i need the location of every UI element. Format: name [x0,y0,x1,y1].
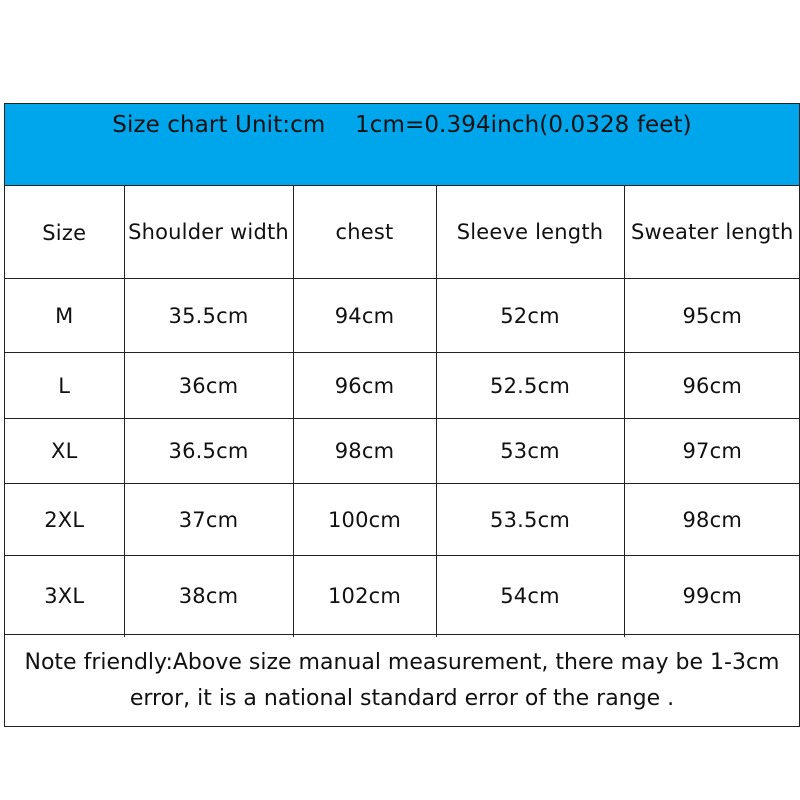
chest-cell: 96cm [293,353,436,419]
size-chart [4,103,800,727]
measurement-note-line-2: error, it is a national standard error of the range . [129,686,675,711]
measurement-note-line-1: Note friendly:Above size manual measurement, there may be 1-3cm [24,650,780,675]
sleeve-length-cell: 52cm [436,279,624,353]
sleeve-length-cell: 53.5cm [436,484,624,556]
shoulder-width-cell: 36cm [124,353,293,419]
shoulder-width-cell: 37cm [124,484,293,556]
table-header-row [5,186,800,279]
sleeve-length-cell: 53cm [436,419,624,484]
sweater-length-cell: 99cm [624,556,800,637]
sweater-length-cell: 97cm [624,419,800,484]
sweater-length-cell: 98cm [624,484,800,556]
size-cell: XL [5,419,124,484]
chest-cell: 94cm [293,279,436,353]
shoulder-width-cell: 35.5cm [124,279,293,353]
sweater-length-cell: 95cm [624,279,800,353]
size-chart-title: Size chart Unit:cm 1cm=0.394inch(0.0328 feet) [5,104,799,186]
table-row [5,484,800,556]
table-row [5,279,800,353]
sweater-length-cell: 96cm [624,353,800,419]
chest-cell: 100cm [293,484,436,556]
measurement-note [5,634,799,726]
size-cell: L [5,353,124,419]
table-row [5,419,800,484]
shoulder-width-cell: 36.5cm [124,419,293,484]
column-header-sleeve-length: Sleeve length [436,186,624,279]
chest-cell: 102cm [293,556,436,637]
size-cell: 2XL [5,484,124,556]
size-table [5,186,800,637]
size-cell: M [5,279,124,353]
size-cell: 3XL [5,556,124,637]
shoulder-width-cell: 38cm [124,556,293,637]
column-header-sweater-length: Sweater length [624,186,800,279]
column-header-shoulder-width: Shoulder width [124,186,293,279]
table-row [5,556,800,637]
chest-cell: 98cm [293,419,436,484]
sleeve-length-cell: 54cm [436,556,624,637]
table-row [5,353,800,419]
column-header-size: Size [5,186,124,279]
sleeve-length-cell: 52.5cm [436,353,624,419]
column-header-chest: chest [293,186,436,279]
